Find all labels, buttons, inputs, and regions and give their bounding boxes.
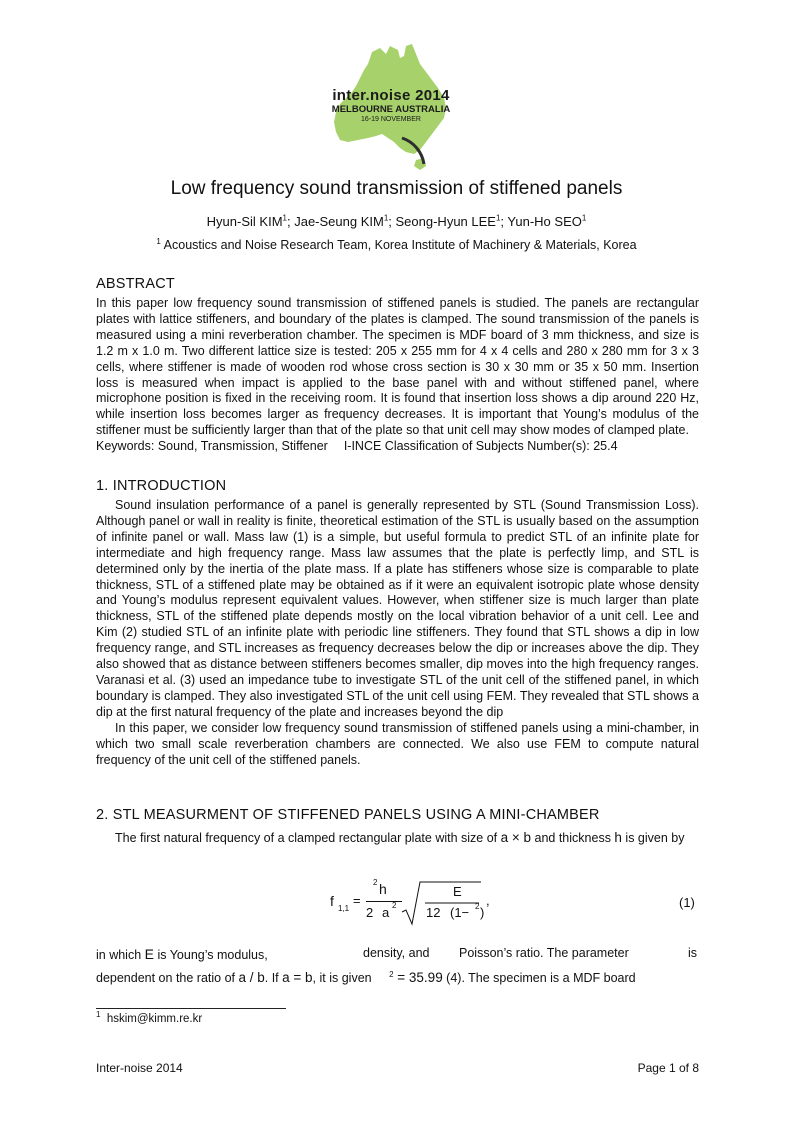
eq-num-sup: 2 (373, 878, 378, 887)
affiliation-mark: 1 (156, 236, 161, 246)
text-run: in which (96, 948, 145, 962)
eq-root-num: E (453, 884, 462, 899)
eq-comma: , (486, 893, 490, 908)
equation-number: (1) (679, 895, 695, 910)
abstract-heading: ABSTRACT (96, 276, 175, 292)
eq-root-close: ) (480, 905, 485, 920)
author-separator: ; (388, 214, 396, 229)
logo-location: MELBOURNE AUSTRALIA (331, 104, 451, 115)
author-affil-mark: 1 (282, 213, 287, 223)
footnote-email[interactable]: hskim@kimm.re.kr (106, 1013, 203, 1025)
intro-paragraph-1: Sound insulation performance of a panel is generally represented by STL (Sound Transmission Loss). Although panel or wall in reality is finite, theoretical estimation of the STL is usually based on the assumption of infinite panel or wall. Mass law (1) is a simple, but useful formula to predict STL of an infinite plate for intermediate and high frequency range. Mass law assumes that the plate is perfectly limp, and STL is determined only by the inertia of the plate mass. If a plate has stiffeners whose size is comparable to plate thickness, STL of a stiffened plate may be obtained as if it were an equivalent isotropic plate whose density and Young’s modulus represent equivalent values. However, when stiffener size is much larger than plate thickness, STL of the stiffened plate depends mostly on the local vibration behavior of a unit cell. Lee and Kim (2) studied STL of an infinite plate with periodic line stiffeners. They found that STL shows a dip in low frequency range, and STL increases as frequency decreases below the dip or increases above the dip. They also showed that as distance between stiffeners becomes smaller, dip moves into the high frequency ranges. Varanasi et al. (3) used an impedance tube to investigate STL of the unit cell of the stiffened panel, in which boundary is clamped. They also investigated STL of the unit cell using FEM. They revealed that STL shows a dip at the first natural frequency of the plate and increases beyond the dip (96, 498, 699, 719)
author-list (0, 214, 793, 229)
eq-root-sup: 2 (475, 902, 480, 911)
eq-root-den2: (1− (450, 905, 470, 920)
section-1-body (96, 498, 699, 768)
eq-description-poisson: Poisson’s ratio. The parameter (459, 946, 629, 960)
math-square: a = b (282, 970, 313, 985)
text-run: The first natural frequency of a clamped rectangular plate with size of (115, 831, 501, 845)
eq-root-den: 12 (426, 905, 441, 920)
text-run: (4). The specimen is a MDF board (442, 971, 636, 985)
section-2-paragraph (96, 830, 699, 847)
abstract-text: In this paper low frequency sound transmission of stiffened panels is studied. The panels are rectangular plates with lattice stiffeners, and boundary of the plates is clamped. The sound transmission of the panels is measured using a mini reverberation chamber. The specimen is MDF board of 3 mm thickness, and size is 1.2 m x 1.0 m. Two different lattice size is tested: 205 x 255 mm for 4 x 4 cells and 280 x 280 mm for 3 x 3 cells, where stiffener is made of wooden rod whose cross section is 30 x 30 mm or 35 x 50 mm. Insertion loss is measured when impact is applied to the base panel with and without stiffened panel, where microphone position is fixed in the receiving room. It is found that insertion loss shows a dip around 220 Hz, while insertion loss becomes larger as frequency decreases. It is important that Young’s modulus of the stiffener must be sufficiently larger than that of the plate so that unit cell may show modes of clamped plate. (96, 296, 699, 438)
intro-paragraph-2: In this paper, we consider low frequency sound transmission of stiffened panels using a mini-chamber, in which two small scale reverberation chambers are connected. We also use FEM to compute natural frequency of the unit cell of the stiffened panels. (96, 720, 699, 767)
text-run: , it is given (312, 971, 376, 985)
author-separator: ; (286, 214, 295, 229)
math-sup: 2 (389, 969, 394, 979)
math-thickness: h (614, 830, 622, 845)
math-ratio: a / b (238, 970, 265, 985)
math-size: a × b (500, 830, 532, 845)
footnote-mark: 1 (96, 1010, 101, 1020)
classification: I-INCE Classification of Subjects Number(s): 25.4 (343, 439, 618, 454)
eq-description-line-1 (96, 946, 268, 962)
equation-1 (330, 878, 500, 928)
author-name: Yun-Ho SEO (507, 214, 582, 229)
math-E: E (144, 946, 154, 962)
keywords-line (96, 439, 699, 455)
footnote (96, 1010, 203, 1025)
eq-den: 2 (366, 905, 374, 920)
abstract-body (96, 296, 699, 455)
eq-num: h (379, 881, 387, 897)
logo-dates: 16-19 NOVEMBER (361, 116, 421, 123)
text-run: dependent on the ratio of (96, 971, 239, 985)
author-separator: ; (500, 214, 508, 229)
section-1-heading: 1. INTRODUCTION (96, 478, 227, 494)
affiliation-text: Acoustics and Noise Research Team, Korea Institute of Machinery & Materials, Korea (160, 238, 637, 252)
conference-logo (328, 42, 454, 174)
footer-conference: Inter-noise 2014 (96, 1061, 183, 1075)
footer-page-number: Page 1 of 8 (637, 1061, 699, 1075)
section-2-body (96, 830, 699, 847)
keywords: Keywords: Sound, Transmission, Stiffener (96, 439, 328, 454)
author-name: Jae-Seung KIM (294, 214, 384, 229)
eq-equals: = (353, 893, 361, 908)
text-run: and thickness (531, 831, 615, 845)
affiliation (0, 238, 793, 252)
author-affil-mark: 1 (495, 213, 501, 223)
eq-fraction-bar (366, 901, 402, 902)
logo-title: inter.noise 2014 (332, 87, 450, 104)
author-name: Hyun-Sil KIM (206, 214, 283, 229)
section-2-heading: 2. STL MEASURMENT OF STIFFENED PANELS USING A MINI-CHAMBER (96, 807, 600, 823)
text-run: is given by (621, 831, 685, 845)
author-name: Seong-Hyun LEE (395, 214, 496, 229)
eq-den-sup: 2 (392, 901, 397, 910)
paper-title: Low frequency sound transmission of stiffened panels (170, 178, 623, 199)
text-run: . If (264, 971, 283, 985)
text-run: is Young’s modulus, (153, 948, 268, 962)
eq-lhs: f (330, 893, 334, 909)
eq-description-line-2 (96, 970, 636, 985)
author-affil-mark: 1 (581, 213, 587, 223)
eq-description-density: density, and (363, 946, 430, 960)
eq-description-is: is (688, 946, 698, 960)
author-affil-mark: 1 (383, 213, 389, 223)
footnote-rule (96, 1008, 286, 1009)
eq-den-a: a (382, 905, 390, 920)
math-value: = 35.99 (393, 970, 443, 985)
eq-lhs-sub: 1,1 (338, 904, 350, 913)
